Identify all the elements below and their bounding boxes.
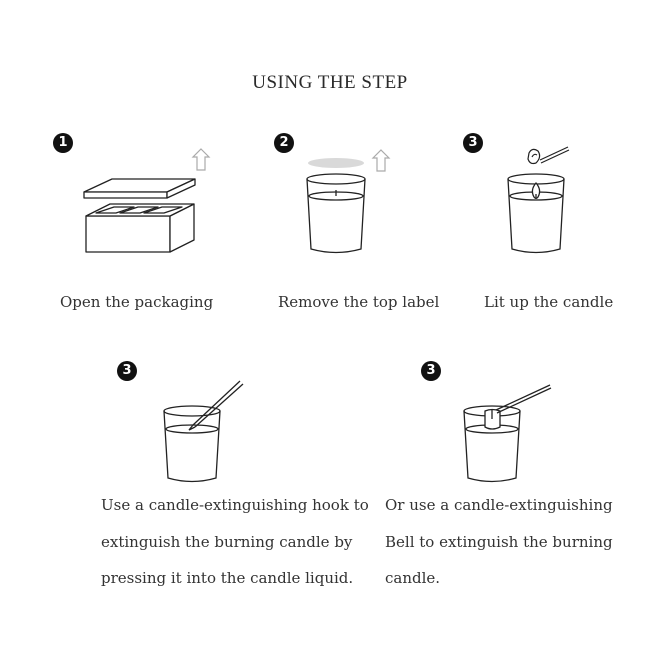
extinguish-bell-illustration — [460, 373, 570, 483]
step-description-line: candle. — [385, 569, 441, 587]
step-caption: Lit up the candle — [484, 293, 614, 311]
light-candle-illustration — [496, 143, 606, 258]
extinguishing-hook-icon — [193, 381, 240, 425]
step-description-line: Bell to extinguish the burning — [385, 532, 613, 551]
step-description-line: extinguish the burning candle by — [101, 532, 353, 551]
top-label-disc — [308, 158, 364, 168]
step-number-badge: 3 — [421, 361, 441, 381]
remove-label-illustration — [300, 148, 410, 258]
match-icon — [528, 147, 569, 164]
up-arrow-icon — [373, 150, 389, 171]
step-caption: Open the packaging — [60, 293, 214, 311]
snuffer-bell-icon — [485, 385, 551, 429]
open-packaging-illustration — [78, 148, 218, 258]
step-description — [385, 487, 613, 597]
step-description-line: Or use a candle-extinguishing — [385, 496, 613, 514]
step-number-badge: 2 — [274, 133, 294, 153]
step-description-line: Use a candle-extinguishing hook to — [101, 496, 369, 514]
step-number-badge: 1 — [53, 133, 73, 153]
step-number-badge: 3 — [117, 361, 137, 381]
step-description-line: pressing it into the candle liquid. — [101, 569, 354, 587]
page-title: USING THE STEP — [252, 72, 408, 93]
step-caption: Remove the top label — [278, 293, 440, 311]
step-number-badge: 3 — [463, 133, 483, 153]
extinguish-hook-illustration — [160, 373, 270, 483]
step-description — [101, 487, 369, 597]
up-arrow-icon — [193, 149, 209, 170]
